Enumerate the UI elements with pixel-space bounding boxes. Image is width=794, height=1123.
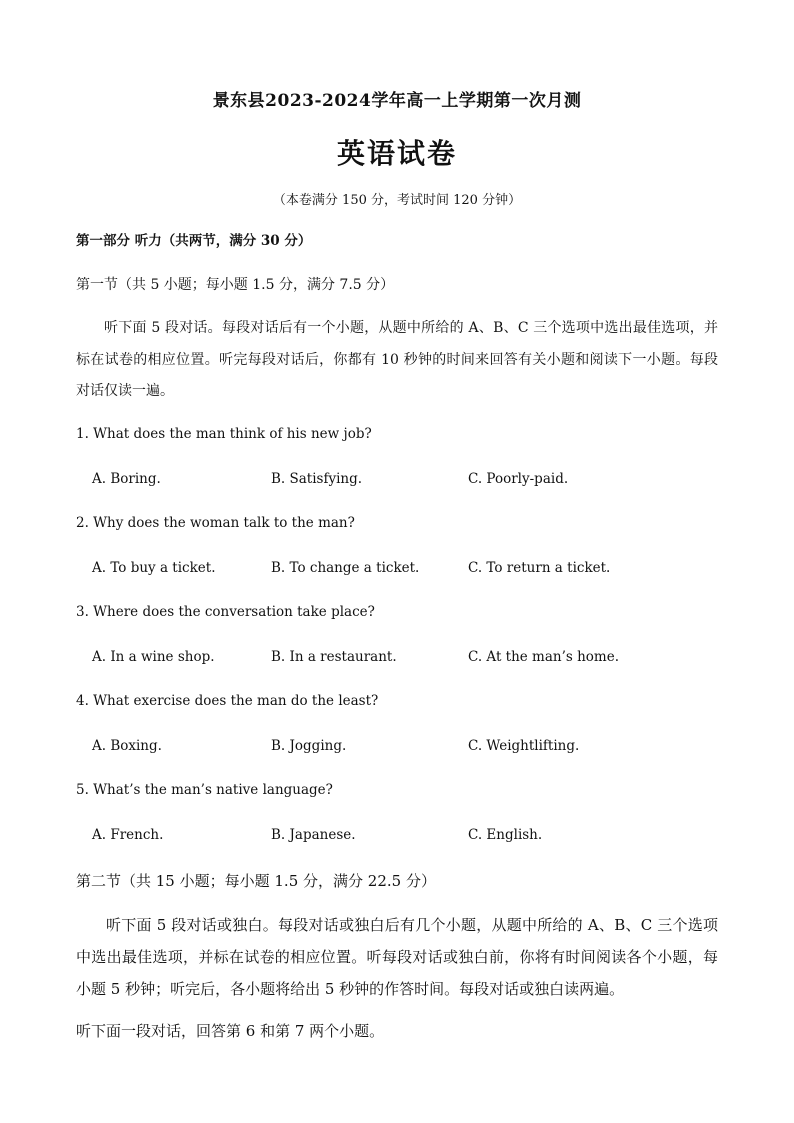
question-3-option-a: A. In a wine shop. [92,649,215,665]
question-2: 2. Why does the woman talk to the man? [76,515,355,531]
section1-instructions: 听下面 5 段对话。每段对话后有一个小题，从题中所给的 A、B、C 三个选项中选出最佳选项，并标在试卷的相应位置。听完每段对话后，你都有 10 秒钟的时间来回答有关小题和阅读下一小题。每段对话仅读一遍。 [76,320,718,399]
exam-note: （本卷满分 150 分，考试时间 120 分钟） [272,193,522,208]
section2-heading: 第二节（共 15 小题；每小题 1.5 分，满分 22.5 分） [76,872,436,890]
section2-instructions: 听下面 5 段对话或独白。每段对话或独白后有几个小题，从题中所给的 A、B、C 三个选项中选出最佳选项，并标在试卷的相应位置。听每段对话或独白前，你将有时间阅读各个小题，每小题 5 秒钟；听完后，各小题将给出 5 秒钟的作答时间。每段对话或独白读两遍。 [76,916,718,998]
question-3-option-c: C. At the man’s home. [468,649,620,665]
question-4-option-b: B. Jogging. [271,738,347,754]
question-1: 1. What does the man think of his new job? [76,426,372,442]
question-5: 5. What’s the man’s native language? [76,782,333,798]
part1-heading: 第一部分 听力（共两节，满分 30 分） [76,233,312,249]
question-2-option-b: B. To change a ticket. [271,560,420,576]
question-2-option-a: A. To buy a ticket. [92,560,216,576]
section1-heading: 第一节（共 5 小题；每小题 1.5 分，满分 7.5 分） [76,277,395,293]
section2-next-instruction: 听下面一段对话，回答第 6 和第 7 两个小题。 [76,1022,385,1040]
question-3: 3. Where does the conversation take place? [76,604,375,620]
question-2-option-c: C. To return a ticket. [468,560,611,576]
question-4-option-c: C. Weightlifting. [468,738,580,754]
question-1-option-c: C. Poorly-paid. [468,471,569,487]
question-1-option-a: A. Boring. [92,471,161,487]
question-5-option-c: C. English. [468,827,543,843]
question-5-option-b: B. Japanese. [271,827,356,843]
question-1-option-b: B. Satisfying. [271,471,363,487]
exam-title: 景东县2023-2024学年高一上学期第一次月测 [212,91,582,111]
question-5-option-a: A. French. [92,827,164,843]
question-4-option-a: A. Boxing. [92,738,162,754]
question-3-option-b: B. In a restaurant. [271,649,397,665]
exam-subject: 英语试卷 [336,137,457,170]
question-4: 4. What exercise does the man do the least? [76,693,379,709]
